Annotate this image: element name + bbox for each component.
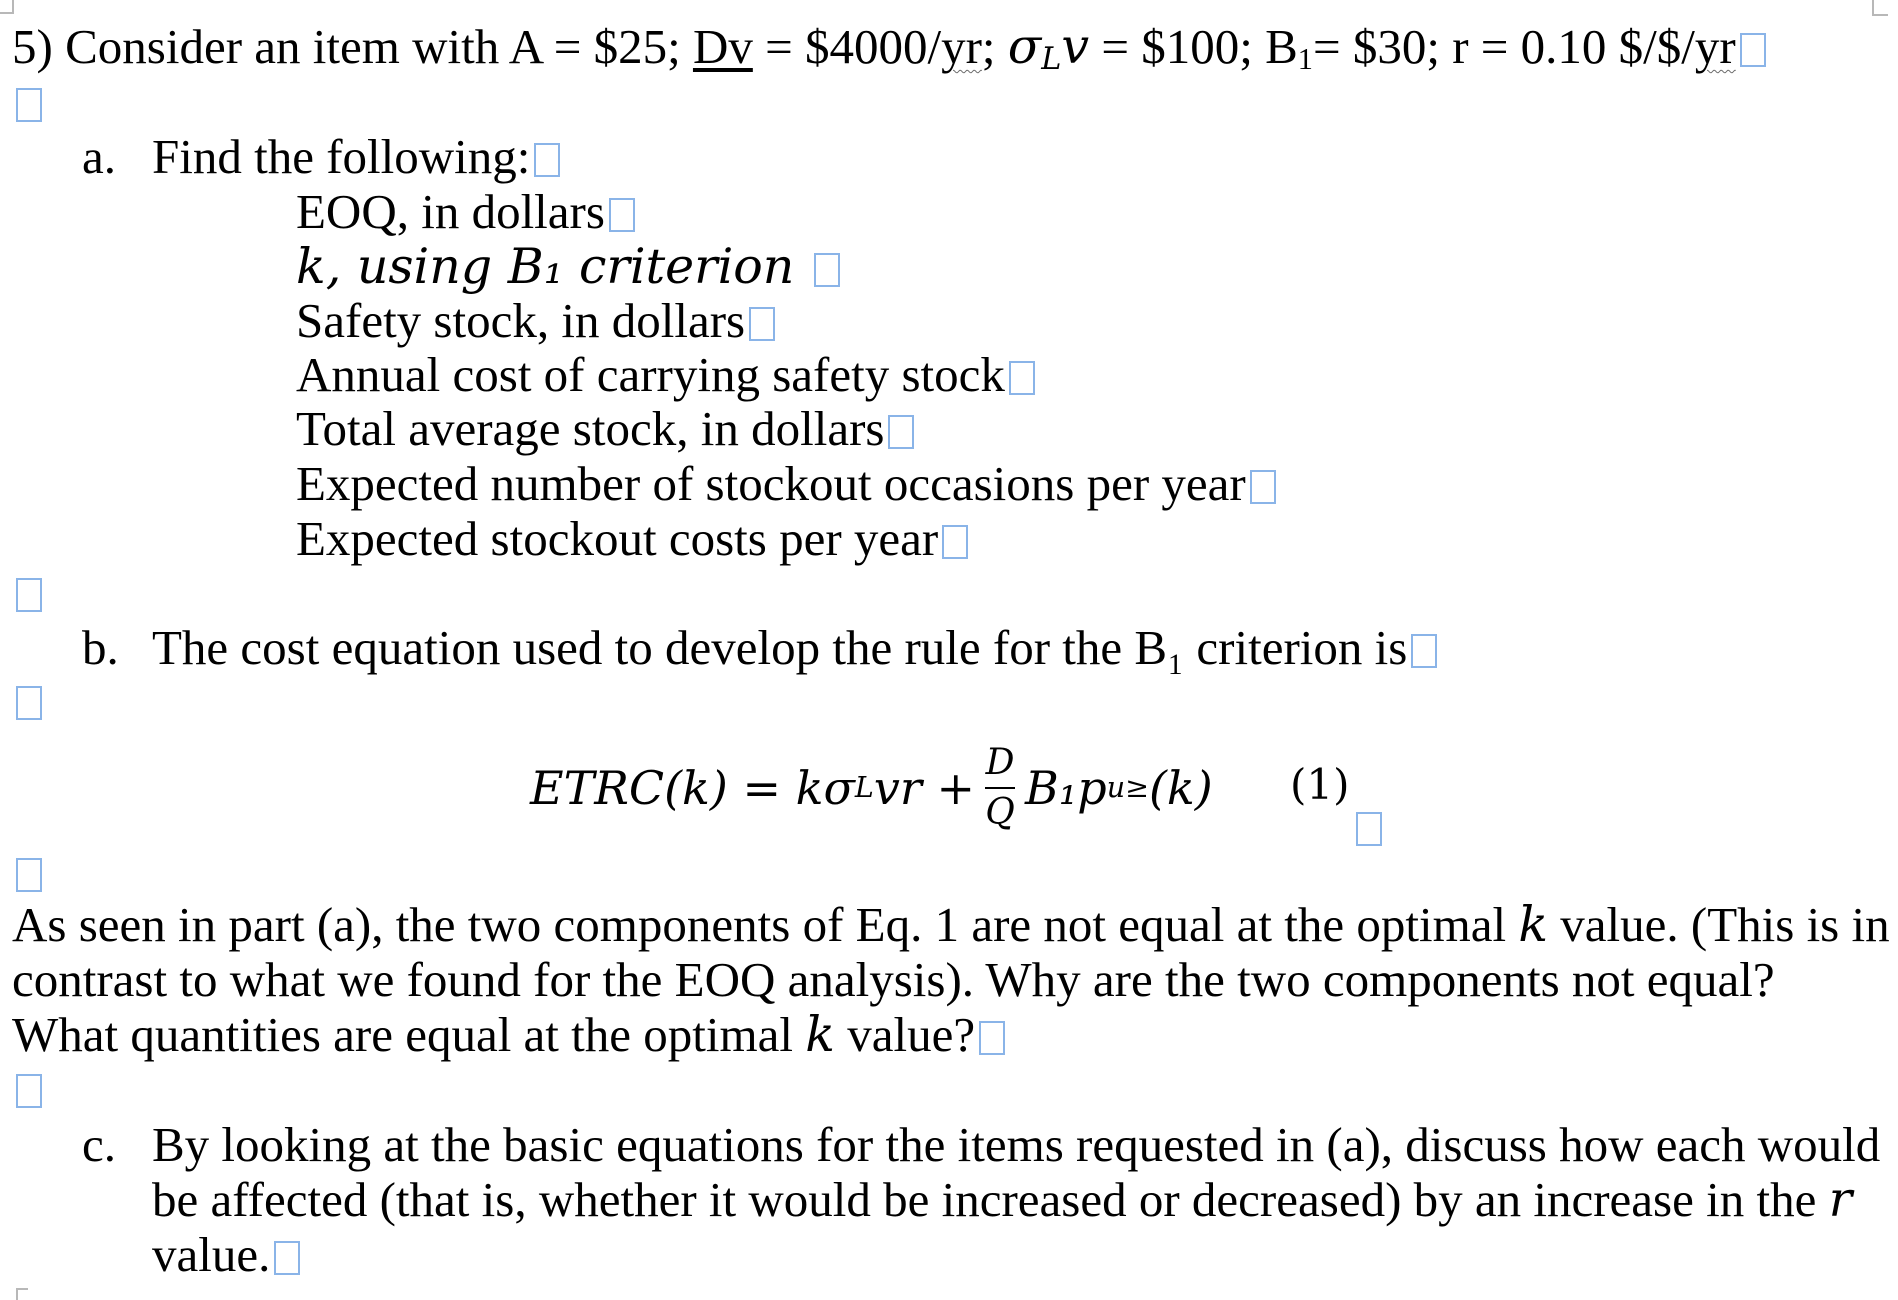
paragraph-mark [1411,634,1437,668]
demand-value-symbol: Dv [692,19,753,74]
b-subscript: 1 [1297,42,1313,77]
paragraph-text: What quantities are equal at the optimal [12,1007,806,1062]
equation-middle: vr + [873,760,976,815]
equation-end: (k) [1148,760,1213,815]
part-a-item-stockout-occasions [296,457,1276,511]
part-c-line-2 [152,1173,1852,1227]
paragraph-text: value. (This is in [1548,897,1890,952]
demand-value-amount: = $4000/ [752,19,942,74]
paragraph-mark [609,198,635,232]
list-item: EOQ, in dollars [296,184,605,239]
list-item: Safety stock, in dollars [296,293,746,348]
equation-sigma-subscript: L [854,771,874,805]
unit-yr-2: yr [1694,19,1736,74]
part-a-item-safety-stock [296,294,775,348]
fraction-numerator: D [985,742,1015,784]
part-a-label: a. [82,129,116,184]
paragraph-mark [1009,361,1035,395]
unit-yr: yr [941,19,982,74]
part-b-heading-label: The cost equation used to develop the rule for the B₁ criterion is [152,620,1408,675]
equation-fraction [985,743,1015,832]
paragraph-text: value? [834,1007,976,1062]
paragraph-mark [1356,812,1382,846]
part-b-paragraph-line-1 [12,898,1890,952]
list-item: Expected number of stockout occasions per year [296,456,1246,511]
paragraph-mark [16,88,42,122]
etrc-equation [530,728,1213,848]
page-corner-bottom-left [16,1288,28,1300]
list-item: Expected stockout costs per year [296,511,939,566]
sigma-subscript: L [1041,42,1062,78]
part-c-label-line [82,1118,116,1172]
part-a-item-total-stock [296,402,914,456]
equation-right: B₁p [1025,760,1107,815]
paragraph-mark [1740,33,1766,67]
part-a-item-carrying-cost [296,348,1035,402]
part-b-heading-text [152,621,1437,675]
sigma-v: v [1061,18,1090,75]
fraction-bar [985,787,1015,789]
sigma-symbol: σ [1007,18,1042,75]
list-item: Total average stock, in dollars [296,401,885,456]
b-and-r-values: = $30; r = 0.10 $/$/ [1312,19,1695,74]
separator: ; [981,19,1008,74]
paragraph-mark [749,307,775,341]
part-a-item-k [296,240,840,294]
question-intro: Consider an item with A = $25; [52,19,693,74]
paragraph-mark [534,143,560,177]
part-a-heading-text [152,130,560,184]
part-b-paragraph-line-3 [12,1008,1005,1062]
paragraph-text: As seen in part (a), the two components of Eq. 1 are not equal at the optimal [12,897,1519,952]
page-corner-top-left [0,0,14,14]
part-c-line-3 [152,1228,300,1282]
part-b-heading [82,621,119,675]
question-heading [12,20,1766,76]
italic-r: r [1828,1171,1853,1228]
paragraph-text: value. [152,1227,271,1282]
paragraph-text: By looking at the basic equations for the items requested in (a), discuss how each would [152,1117,1881,1172]
paragraph-mark [888,415,914,449]
paragraph-text: contrast to what we found for the EOQ analysis). Why are the two components not equal? [12,952,1775,1007]
part-a-item-stockout-costs [296,512,968,566]
paragraph-mark [274,1241,300,1275]
paragraph-mark [979,1021,1005,1055]
part-a-item-eoq [296,185,635,239]
paragraph-mark [16,858,42,892]
italic-k: k [1518,896,1549,953]
part-c-label: c. [82,1117,116,1172]
paragraph-mark [16,578,42,612]
part-b-paragraph-line-2 [12,953,1775,1007]
paragraph-mark [16,686,42,720]
equation-number: (1) [1290,760,1350,809]
page-corner-top-right [1872,0,1888,16]
list-item: Annual cost of carrying safety stock [296,347,1005,402]
equation-left: ETRC(k) = kσ [530,760,855,815]
paragraph-mark [16,1074,42,1108]
paragraph-text: be affected (that is, whether it would be increased or decreased) by an increase in the [152,1172,1829,1227]
question-number: 5) [12,19,53,74]
italic-k: k [805,1006,835,1063]
part-a-heading [82,130,116,184]
equation-p-subscript: u≥ [1106,771,1149,805]
part-b-label: b. [82,620,119,675]
paragraph-mark [942,525,968,559]
paragraph-mark [1250,470,1276,504]
sigma-value: = $100; B [1089,19,1298,74]
paragraph-mark [814,253,840,287]
fraction-denominator: Q [985,792,1015,833]
list-item: k, using B₁ criterion [296,238,810,295]
part-a-heading-label: Find the following: [152,129,531,184]
part-c-line-1 [152,1118,1880,1172]
